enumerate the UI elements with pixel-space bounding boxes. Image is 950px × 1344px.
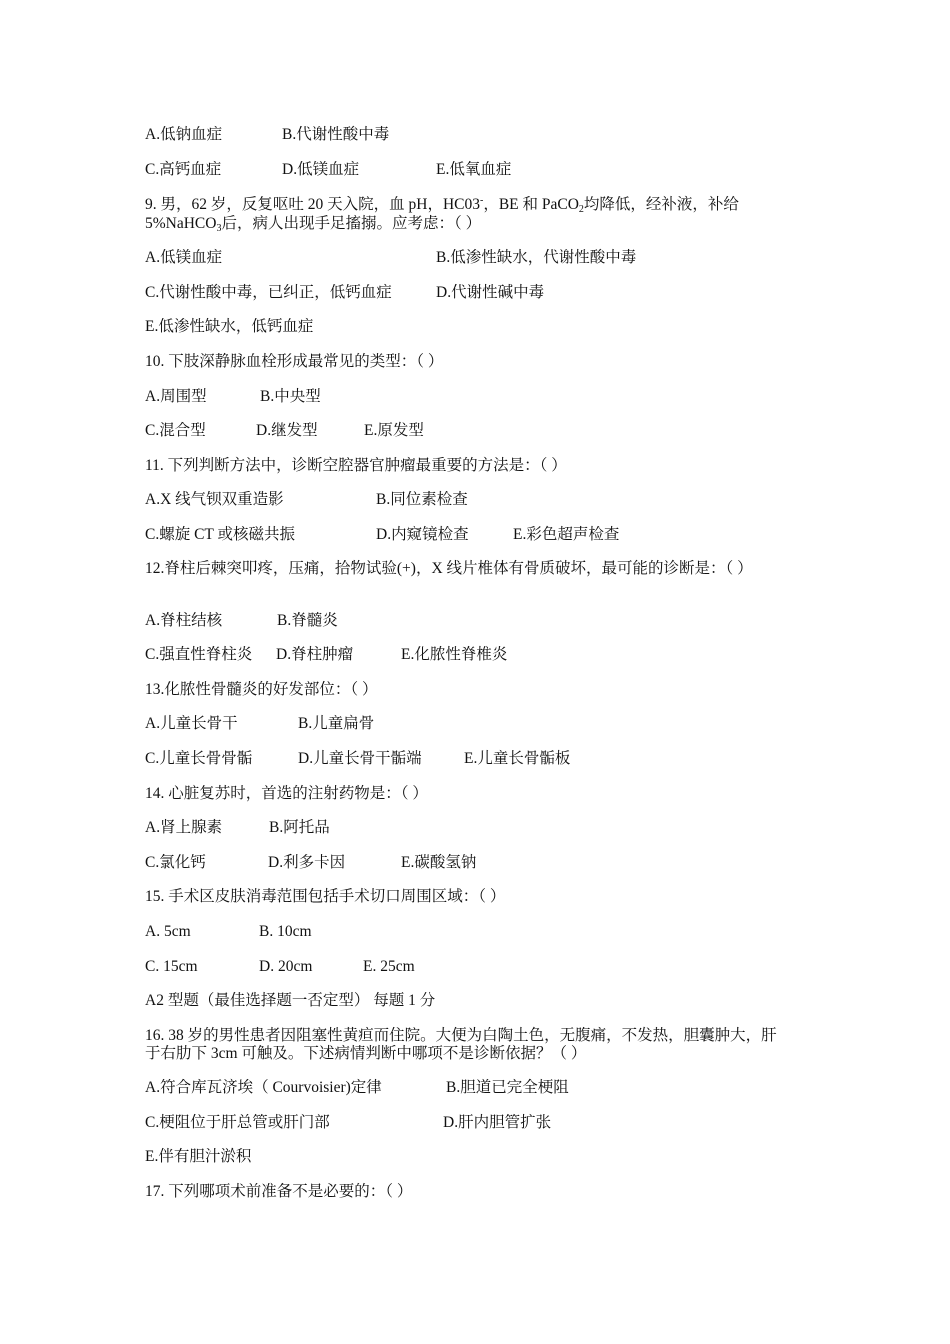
q11-stem: 11. 下列判断方法中，诊断空腔器官肿瘤最重要的方法是：（ ） xyxy=(145,457,567,474)
q9-stem-part3: 均降低，经补液，补给 xyxy=(583,196,739,213)
q9-stem-line2-part1: 5%NaHCO xyxy=(145,215,217,232)
q11-option-b: B.同位素检查 xyxy=(376,491,468,508)
q9-option-d: D.代谢性碱中毒 xyxy=(436,284,545,301)
q9-stem-part2: ，BE 和 PaCO xyxy=(483,196,579,213)
q13-stem: 13.化脓性骨髓炎的好发部位：（ ） xyxy=(145,681,378,698)
q9-stem-sub1: 2 xyxy=(578,204,584,215)
q16-option-a: A.符合库瓦济埃（ Courvoisier)定律 xyxy=(145,1079,382,1096)
q12-option-e: E.化脓性脊椎炎 xyxy=(401,646,508,663)
q10-option-b: B.中央型 xyxy=(260,388,321,405)
q15-option-d: D. 20cm xyxy=(259,958,313,975)
q9-stem-sup: - xyxy=(479,195,484,206)
q16-option-c: C.梗阻位于肝总管或肝门部 xyxy=(145,1114,330,1131)
q12-option-b: B.脊髓炎 xyxy=(277,612,338,629)
q15-stem: 15. 手术区皮肤消毒范围包括手术切口周围区域：（ ） xyxy=(145,888,506,905)
q9-stem-line1 xyxy=(145,196,739,214)
q16-option-d: D.肝内胆管扩张 xyxy=(443,1114,552,1131)
q9-stem-sub2: 3 xyxy=(216,223,222,234)
q14-option-a: A.肾上腺素 xyxy=(145,819,223,836)
q9-option-e: E.低渗性缺水，低钙血症 xyxy=(145,318,314,335)
q10-option-c: C.混合型 xyxy=(145,422,206,439)
q15-option-c: C. 15cm xyxy=(145,958,198,975)
q12-option-d: D.脊柱肿瘤 xyxy=(276,646,354,663)
q16-option-b: B.胆道已完全梗阻 xyxy=(446,1079,569,1096)
q8-option-e: E.低氧血症 xyxy=(436,161,512,178)
q15-option-e: E. 25cm xyxy=(363,958,415,975)
q10-option-d: D.继发型 xyxy=(256,422,318,439)
q14-stem: 14. 心脏复苏时，首选的注射药物是：（ ） xyxy=(145,785,428,802)
q15-option-a: A. 5cm xyxy=(145,923,191,940)
q13-option-c: C.儿童长骨骨骺 xyxy=(145,750,253,767)
q9-stem-part1: 9. 男，62 岁，反复呕吐 20 天入院，血 pH，HC03 xyxy=(145,196,480,213)
q8-option-d: D.低镁血症 xyxy=(282,161,360,178)
q13-option-a: A.儿童长骨干 xyxy=(145,715,238,732)
q11-option-c: C.螺旋 CT 或核磁共振 xyxy=(145,526,295,543)
q9-stem-line2 xyxy=(145,215,481,233)
q14-option-d: D.利多卡因 xyxy=(268,854,346,871)
q11-option-e: E.彩色超声检查 xyxy=(513,526,620,543)
q13-option-b: B.儿童扁骨 xyxy=(298,715,375,732)
q13-option-e: E.儿童长骨骺板 xyxy=(464,750,571,767)
q8-option-c: C.高钙血症 xyxy=(145,161,222,178)
q10-stem: 10. 下肢深静脉血栓形成最常见的类型：（ ） xyxy=(145,353,444,370)
q13-option-d: D.儿童长骨干骺端 xyxy=(298,750,422,767)
q15-option-b: B. 10cm xyxy=(259,923,312,940)
q12-option-c: C.强直性脊柱炎 xyxy=(145,646,253,663)
q9-stem-line2-part2: 后，病人出现手足搐搦。应考虑：（ ） xyxy=(221,215,482,232)
q12-stem: 12.脊柱后棘突叩疼，压痛，拾物试验(+)，X 线片椎体有骨质破坏，最可能的诊断是：（ ） xyxy=(145,560,753,577)
q9-option-b: B.低渗性缺水，代谢性酸中毒 xyxy=(436,249,637,266)
q9-option-c: C.代谢性酸中毒，已纠正，低钙血症 xyxy=(145,284,392,301)
q8-option-a: A.低钠血症 xyxy=(145,126,223,143)
q8-option-b: B.代谢性酸中毒 xyxy=(282,126,390,143)
q17-stem: 17. 下列哪项术前准备不是必要的：（ ） xyxy=(145,1183,413,1200)
q10-option-a: A.周围型 xyxy=(145,388,207,405)
q14-option-c: C.氯化钙 xyxy=(145,854,206,871)
q11-option-d: D.内窥镜检查 xyxy=(376,526,469,543)
q10-option-e: E.原发型 xyxy=(364,422,424,439)
q16-option-e: E.伴有胆汁淤积 xyxy=(145,1148,252,1165)
q14-option-b: B.阿托品 xyxy=(269,819,330,836)
q14-option-e: E.碳酸氢钠 xyxy=(401,854,477,871)
q16-stem: 16. 38 岁的男性患者因阻塞性黄疸而住院。大便为白陶土色，无腹痛，不发热，胆囊肿大，肝于右肋下 3cm 可触及。下述病情判断中哪项不是诊断依据？（ ） xyxy=(145,1027,777,1062)
q11-option-a: A.X 线气钡双重造影 xyxy=(145,491,284,508)
section-a2-heading: A2 型题（最佳选择题一否定型） 每题 1 分 xyxy=(145,992,436,1009)
q9-option-a: A.低镁血症 xyxy=(145,249,223,266)
q12-option-a: A.脊柱结核 xyxy=(145,612,223,629)
